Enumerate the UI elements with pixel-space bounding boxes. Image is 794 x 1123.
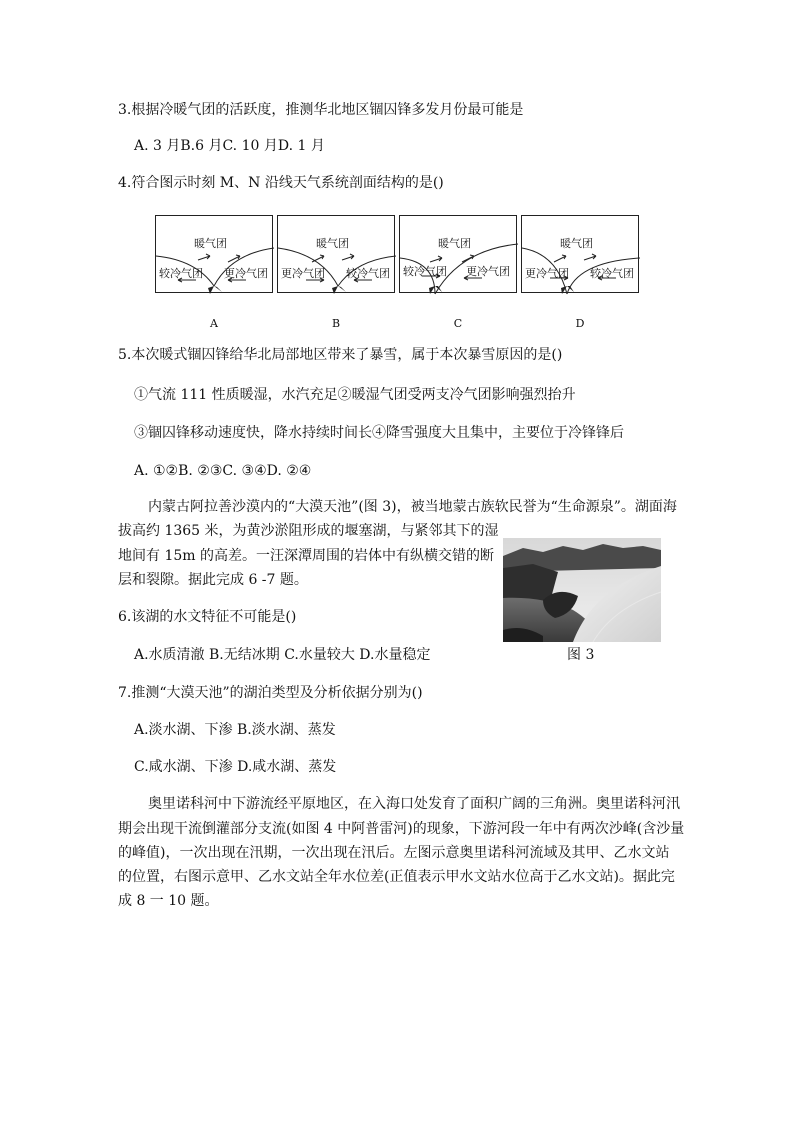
diagram-b [277,215,395,293]
passage-1-line-4: 层和裂隙。据此完成 6 -7 题。 [118,572,308,588]
diagram-b-left-label: 更冷气团 [281,267,325,280]
question-4-stem: 4.符合图示时刻 M、N 沿线天气系统剖面结构的是() [118,175,444,191]
passage-2-line-1: 奥里诺科河中下游流经平原地区，在入海口处发育了面积广阔的三角洲。奥里诺科河汛 [148,796,680,812]
question-5-item-1: ①气流 111 性质暖湿，水汽充足②暖湿气团受两支冷气团影响强烈抬升 [134,387,576,403]
diagram-c-right-label: 更冷气团 [466,265,510,278]
passage-2-line-5: 成 8 一 10 题。 [118,893,219,909]
diagram-a-fronts [156,216,274,294]
diagram-c [399,215,517,293]
figure-3-caption: 图 3 [567,647,595,663]
diagram-d [521,215,639,293]
diagram-d-letter: D [575,317,585,330]
question-5-item-2: ③锢囚锋移动速度快，降水持续时间长④降雪强度大且集中，主要位于冷锋锋后 [134,425,624,441]
passage-2-line-2: 期会出现干流倒灌部分支流(如图 4 中阿普雷河)的现象，下游河段一年中有两次沙峰(含沙量 [118,821,685,837]
question-7-options-1: A.淡水湖、下渗 B.淡水湖、蒸发 [134,722,336,738]
diagram-b-warm-label: 暖气团 [316,237,349,250]
passage-2-line-4: 的位置，右图示意甲、乙水文站全年水位差(正值表示甲水文站水位高于乙水文站)。据此完 [118,869,675,885]
diagram-d-right-label: 较冷气团 [590,267,634,280]
diagram-d-fronts [522,216,640,294]
question-5-stem: 5.本次暖式锢囚锋给华北局部地区带来了暴雪，属于本次暴雪原因的是() [118,347,563,363]
diagram-b-right-label: 较冷气团 [346,267,390,280]
diagram-b-letter: B [331,317,341,330]
question-7-stem: 7.推测“大漠天池”的湖泊类型及分析依据分别为() [118,685,423,701]
diagram-d-warm-label: 暖气团 [560,237,593,250]
desert-lake-image [503,538,661,642]
question-6-options: A.水质清澈 B.无结冰期 C.水量较大 D.水量稳定 [134,647,431,663]
passage-1-line-1: 内蒙古阿拉善沙漠内的“大漠天池”(图 3)，被当地蒙古族软民誉为“生命源泉”。湖面海 [148,499,677,515]
question-7-options-2: C.咸水湖、下渗 D.咸水湖、蒸发 [134,759,337,775]
diagram-a-left-label: 较冷气团 [159,267,203,280]
diagram-a-right-label: 更冷气团 [224,267,268,280]
passage-2-line-3: 的峰值)，一次出现在汛期，一次出现在汛后。左图示意奥里诺科河流域及其甲、乙水文站 [118,845,670,861]
diagram-c-left-label: 较冷气团 [403,265,447,278]
question-6-stem: 6.该湖的水文特征不可能是() [118,609,297,625]
diagram-a-letter: A [210,317,218,330]
question-5-options: A. ①②B. ②③C. ③④D. ②④ [134,463,312,479]
diagram-a-warm-label: 暖气团 [194,237,227,250]
diagram-c-fronts [400,216,518,294]
passage-1-line-2: 拔高约 1365 米，为黄沙淤阻形成的堰塞湖，与紧邻其下的湿 [118,523,499,539]
diagram-c-letter: C [453,317,463,330]
question-3-options: A. 3 月B.6 月C. 10 月D. 1 月 [134,138,325,154]
question-3-stem: 3.根据冷暖气团的活跃度，推测华北地区锢囚锋多发月份最可能是 [118,102,524,118]
diagram-a [155,215,273,293]
desert-lake-photo [503,538,661,642]
diagram-b-fronts [278,216,396,294]
diagram-c-warm-label: 暖气团 [438,237,471,250]
diagram-d-left-label: 更冷气团 [525,267,569,280]
passage-1-line-3: 地间有 15m 的高差。一汪深潭周围的岩体中有纵横交错的断 [118,548,494,564]
